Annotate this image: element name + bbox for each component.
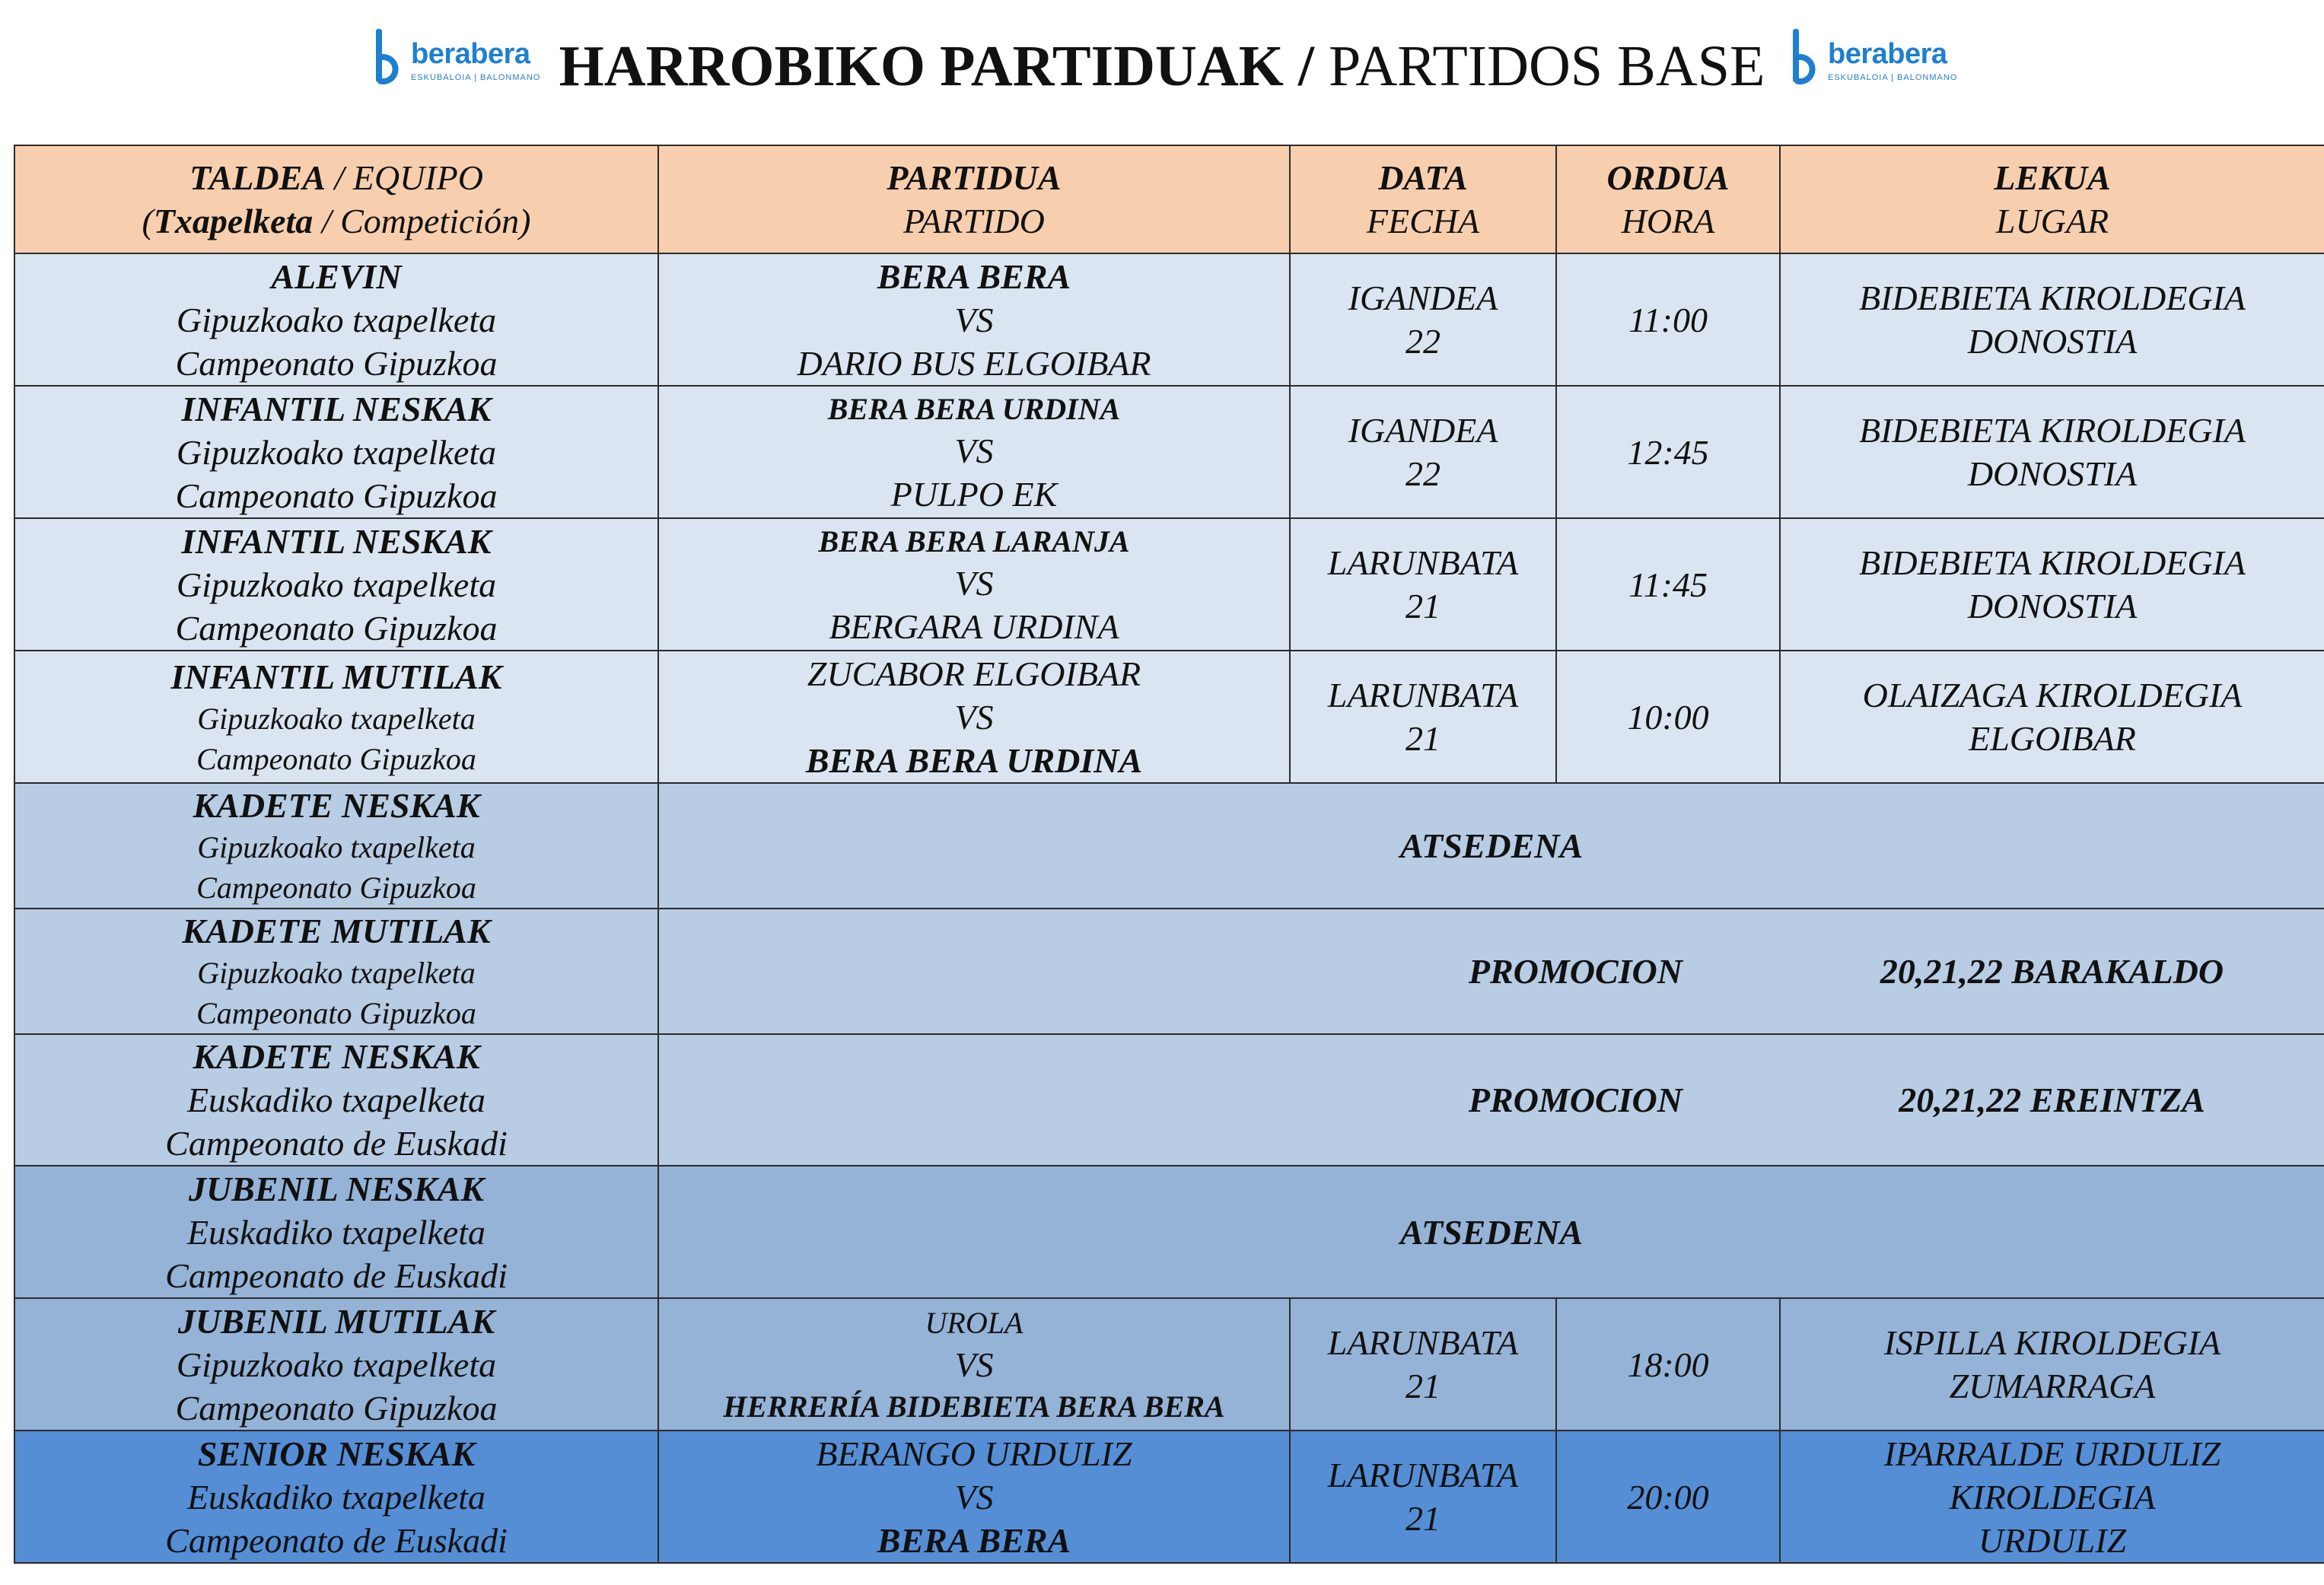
day-number: 21 bbox=[1406, 587, 1441, 625]
header-time-es: HORA bbox=[1621, 202, 1715, 240]
competition-es: Campeonato Gipuzkoa bbox=[196, 741, 476, 776]
team-name: JUBENIL MUTILAK bbox=[177, 1301, 495, 1341]
title-spanish: PARTIDOS BASE bbox=[1329, 34, 1765, 98]
competition-es: Campeonato Gipuzkoa bbox=[175, 476, 498, 515]
match-cell bbox=[658, 1431, 1290, 1563]
promotion-label: PROMOCION bbox=[1468, 952, 1683, 991]
promotion-place-cell: 20,21,22 EREINTZA bbox=[1780, 1034, 2324, 1166]
date-cell bbox=[1290, 518, 1556, 651]
team-name: ALEVIN bbox=[271, 256, 402, 296]
header-date bbox=[1290, 145, 1556, 253]
weekday: LARUNBATA bbox=[1327, 676, 1519, 715]
competition-es: Campeonato Gipuzkoa bbox=[175, 608, 498, 648]
place-cell bbox=[1780, 518, 2324, 651]
weekday: IGANDEA bbox=[1348, 278, 1498, 317]
header-match-eu: PARTIDUA bbox=[887, 158, 1062, 197]
team-cell bbox=[14, 1166, 658, 1298]
team-cell bbox=[14, 518, 658, 651]
header-team: TALDEA / EQUIPO (Txapelketa / Competición) bbox=[14, 145, 658, 253]
table-row bbox=[14, 1431, 2324, 1563]
date-cell bbox=[1290, 1298, 1556, 1431]
table-row bbox=[14, 783, 2324, 909]
header-time-eu: ORDUA bbox=[1606, 158, 1730, 197]
promotion-cell bbox=[658, 1034, 1780, 1166]
rest-cell: ATSEDENA bbox=[658, 1166, 2324, 1298]
match-cell bbox=[658, 386, 1290, 518]
team-cell bbox=[14, 1034, 658, 1166]
team-cell bbox=[14, 253, 658, 386]
home-team: BERA BERA bbox=[877, 256, 1071, 296]
weekday: LARUNBATA bbox=[1327, 543, 1519, 582]
vs-label: VS bbox=[954, 563, 994, 603]
time-cell: 18:00 bbox=[1556, 1298, 1780, 1431]
vs-label: VS bbox=[954, 1477, 994, 1517]
competition-es: Campeonato Gipuzkoa bbox=[196, 870, 476, 905]
city: DONOSTIA bbox=[1967, 587, 2138, 625]
page-header bbox=[0, 0, 2324, 145]
competition-es: Campeonato Gipuzkoa bbox=[175, 1388, 498, 1427]
match-cell bbox=[658, 1298, 1290, 1431]
day-number: 22 bbox=[1406, 454, 1441, 493]
team-name: KADETE NESKAK bbox=[193, 1037, 480, 1076]
table-header-row bbox=[14, 145, 2324, 253]
away-team: BERGARA URDINA bbox=[829, 606, 1119, 646]
venue: BIDEBIETA KIROLDEGIA bbox=[1858, 411, 2246, 450]
place-cell bbox=[1780, 1431, 2324, 1563]
rest-cell: ATSEDENA bbox=[658, 783, 2324, 909]
place-cell bbox=[1780, 651, 2324, 783]
weekday: LARUNBATA bbox=[1327, 1323, 1519, 1362]
promotion-cell bbox=[658, 909, 1780, 1034]
date-cell bbox=[1290, 651, 1556, 783]
table-row bbox=[14, 1298, 2324, 1431]
header-match bbox=[658, 145, 1290, 253]
title-basque: HARROBIKO PARTIDUAK bbox=[559, 34, 1284, 98]
venue: BIDEBIETA KIROLDEGIA bbox=[1858, 543, 2246, 582]
berabera-logo-right bbox=[1790, 27, 1958, 88]
header-place-eu: LEKUA bbox=[1994, 158, 2111, 197]
competition-eu: Gipuzkoako txapelketa bbox=[197, 701, 476, 736]
venue-line-2: KIROLDEGIA bbox=[1949, 1477, 2156, 1517]
venue: ISPILLA KIROLDEGIA bbox=[1883, 1323, 2221, 1362]
competition-es: Campeonato de Euskadi bbox=[165, 1124, 508, 1163]
date-cell bbox=[1290, 386, 1556, 518]
vs-label: VS bbox=[954, 697, 994, 737]
away-team: PULPO EK bbox=[890, 474, 1058, 514]
weekday: IGANDEA bbox=[1348, 411, 1498, 450]
time-cell: 11:45 bbox=[1556, 518, 1780, 651]
time-cell: 10:00 bbox=[1556, 651, 1780, 783]
team-cell bbox=[14, 651, 658, 783]
title-separator: / bbox=[1283, 34, 1329, 98]
team-name: JUBENIL NESKAK bbox=[188, 1169, 485, 1208]
berabera-logo-mark-icon bbox=[1790, 27, 1823, 88]
header-place bbox=[1780, 145, 2324, 253]
promotion-place-cell: 20,21,22 BARAKALDO bbox=[1780, 909, 2324, 1034]
venue: OLAIZAGA KIROLDEGIA bbox=[1862, 676, 2243, 715]
day-number: 21 bbox=[1406, 1367, 1441, 1405]
logo-tagline: ESKUBALOIA | BALONMANO bbox=[1828, 73, 1958, 82]
time-cell: 11:00 bbox=[1556, 253, 1780, 386]
venue: BIDEBIETA KIROLDEGIA bbox=[1858, 278, 2246, 317]
match-cell bbox=[658, 651, 1290, 783]
team-name: SENIOR NESKAK bbox=[197, 1434, 476, 1473]
home-team: BERANGO URDULIZ bbox=[816, 1434, 1132, 1473]
city: ELGOIBAR bbox=[1969, 719, 2136, 758]
team-cell bbox=[14, 1298, 658, 1431]
weekday: LARUNBATA bbox=[1327, 1456, 1519, 1494]
time-cell: 12:45 bbox=[1556, 386, 1780, 518]
city: DONOSTIA bbox=[1967, 454, 2138, 493]
place-cell bbox=[1780, 386, 2324, 518]
vs-label: VS bbox=[954, 431, 994, 470]
logo-tagline: ESKUBALOIA | BALONMANO bbox=[411, 73, 541, 82]
date-cell bbox=[1290, 1431, 1556, 1563]
city: DONOSTIA bbox=[1967, 322, 2138, 361]
competition-eu: Euskadiko txapelketa bbox=[186, 1477, 486, 1517]
header-comp-eu: Txapelketa bbox=[153, 202, 314, 240]
away-team: HERRERÍA BIDEBIETA BERA BERA bbox=[723, 1389, 1225, 1424]
header-match-es: PARTIDO bbox=[903, 202, 1045, 240]
competition-eu: Gipuzkoako txapelketa bbox=[197, 830, 476, 864]
vs-label: VS bbox=[954, 1345, 994, 1384]
place-cell bbox=[1780, 1298, 2324, 1431]
header-place-es: LUGAR bbox=[1995, 202, 2109, 240]
table-row bbox=[14, 651, 2324, 783]
place-cell bbox=[1780, 253, 2324, 386]
team-cell bbox=[14, 783, 658, 909]
team-name: KADETE NESKAK bbox=[193, 786, 480, 825]
home-team: ZUCABOR ELGOIBAR bbox=[807, 654, 1141, 693]
match-cell bbox=[658, 253, 1290, 386]
table-row bbox=[14, 1034, 2324, 1166]
city: ZUMARRAGA bbox=[1949, 1367, 2156, 1405]
time-cell: 20:00 bbox=[1556, 1431, 1780, 1563]
header-time bbox=[1556, 145, 1780, 253]
competition-es: Campeonato Gipuzkoa bbox=[196, 996, 476, 1030]
competition-eu: Euskadiko txapelketa bbox=[186, 1081, 486, 1119]
day-number: 21 bbox=[1406, 719, 1441, 758]
table-row bbox=[14, 518, 2324, 651]
table-row bbox=[14, 386, 2324, 518]
team-cell bbox=[14, 909, 658, 1034]
table-row bbox=[14, 1166, 2324, 1298]
competition-eu: Gipuzkoako txapelketa bbox=[176, 1345, 497, 1384]
competition-eu: Gipuzkoako txapelketa bbox=[176, 432, 497, 472]
competition-eu: Gipuzkoako txapelketa bbox=[197, 956, 476, 990]
date-cell bbox=[1290, 253, 1556, 386]
table-row bbox=[14, 253, 2324, 386]
day-number: 22 bbox=[1406, 322, 1441, 361]
competition-eu: Euskadiko txapelketa bbox=[186, 1212, 486, 1252]
day-number: 21 bbox=[1406, 1499, 1441, 1538]
competition-es: Campeonato de Euskadi bbox=[165, 1520, 508, 1560]
logo-brand-text: berabera bbox=[1828, 38, 1947, 70]
competition-es: Campeonato de Euskadi bbox=[165, 1256, 508, 1295]
home-team: UROLA bbox=[925, 1305, 1024, 1340]
vs-label: VS bbox=[954, 300, 994, 339]
header-team-eu: TALDEA bbox=[189, 158, 326, 197]
competition-eu: Gipuzkoako txapelketa bbox=[176, 300, 497, 339]
table-row bbox=[14, 909, 2324, 1034]
team-cell bbox=[14, 386, 658, 518]
home-team: BERA BERA URDINA bbox=[827, 391, 1121, 426]
venue: IPARRALDE URDULIZ bbox=[1883, 1434, 2221, 1473]
logo-brand-text: berabera bbox=[411, 38, 530, 70]
header-date-eu: DATA bbox=[1378, 158, 1468, 197]
away-team: BERA BERA bbox=[877, 1520, 1071, 1560]
promotion-label: PROMOCION bbox=[1468, 1081, 1683, 1119]
header-comp-es: Competición bbox=[340, 202, 520, 240]
team-name: KADETE MUTILAK bbox=[182, 912, 491, 950]
away-team: BERA BERA URDINA bbox=[805, 740, 1143, 780]
team-name: INFANTIL MUTILAK bbox=[170, 657, 502, 696]
city: URDULIZ bbox=[1978, 1520, 2127, 1560]
team-name: INFANTIL NESKAK bbox=[181, 389, 492, 428]
match-cell bbox=[658, 518, 1290, 651]
competition-es: Campeonato Gipuzkoa bbox=[175, 343, 498, 383]
home-team: BERA BERA LARANJA bbox=[818, 524, 1130, 559]
page-title bbox=[0, 32, 2324, 100]
schedule-table bbox=[14, 145, 2324, 1564]
team-cell bbox=[14, 1431, 658, 1563]
team-name: INFANTIL NESKAK bbox=[181, 521, 492, 561]
header-team-es: EQUIPO bbox=[352, 158, 483, 197]
header-date-es: FECHA bbox=[1366, 202, 1480, 240]
away-team: DARIO BUS ELGOIBAR bbox=[797, 343, 1151, 383]
competition-eu: Gipuzkoako txapelketa bbox=[176, 565, 497, 604]
